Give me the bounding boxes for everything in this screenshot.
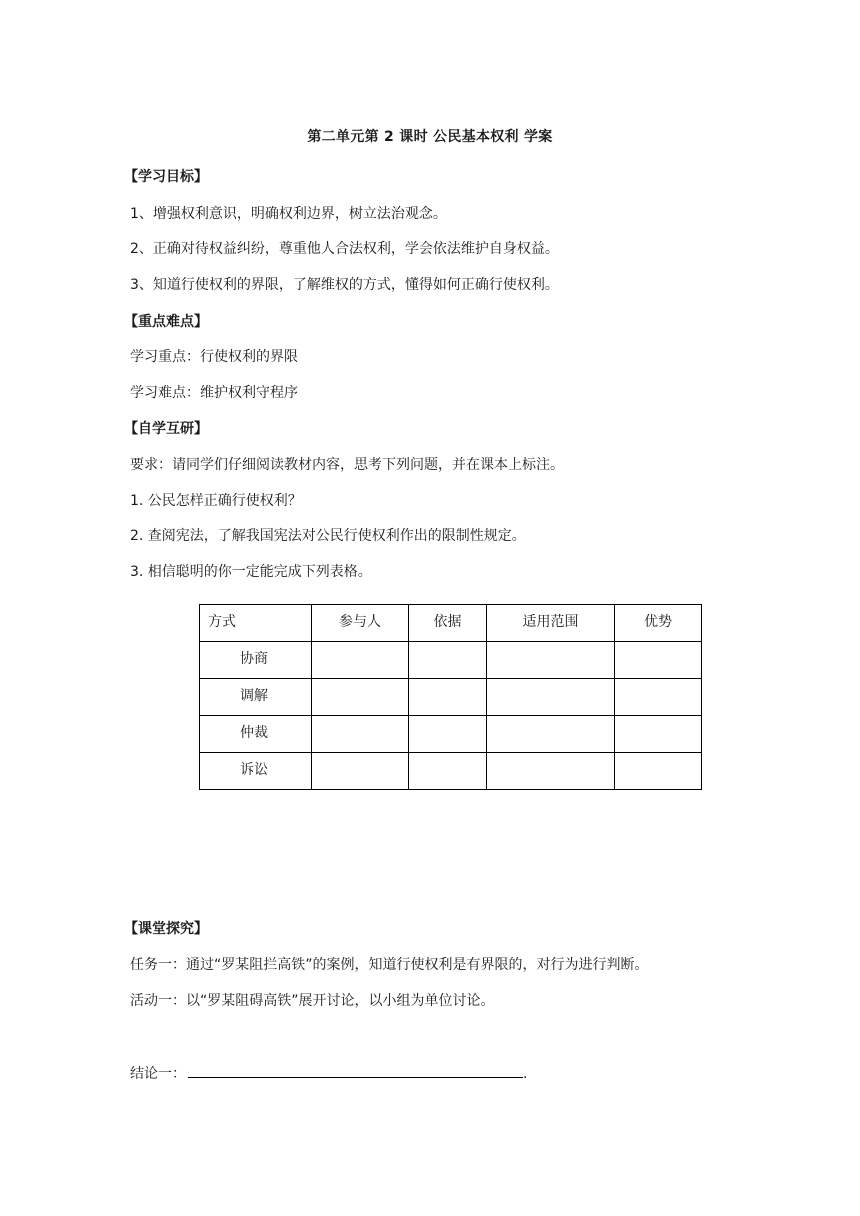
table-header-cell: 适用范围: [487, 605, 615, 642]
goals-heading: 【学习目标】: [124, 169, 208, 185]
table-cell[interactable]: [312, 679, 409, 716]
conclusion-1-end: .: [523, 1066, 528, 1082]
question-2: 2. 查阅宪法，了解我国宪法对公民行使权利作出的限制性规定。: [130, 528, 526, 544]
page-title: 第二单元第 2 课时 公民基本权利 学案: [307, 129, 553, 145]
table-header-cell: 依据: [409, 605, 487, 642]
conclusion-1-label: 结论一：: [130, 1066, 186, 1082]
table-cell[interactable]: [409, 679, 487, 716]
activity-1-text: 活动一：以“罗某阻碍高铁”展开讨论，以小组为单位讨论。: [130, 993, 495, 1009]
table-cell[interactable]: [312, 753, 409, 790]
table-cell[interactable]: [409, 716, 487, 753]
conclusion-1-line: [130, 1065, 527, 1083]
goal-item-1: 1、增强权利意识，明确权利边界，树立法治观念。: [130, 206, 447, 222]
table-row: [200, 716, 702, 753]
goal-item-2: 2、正确对待权益纠纷，尊重他人合法权利，学会依法维护自身权益。: [130, 241, 559, 257]
table-row-label: 诉讼: [200, 753, 312, 790]
requirement-text: 要求：请同学们仔细阅读教材内容，思考下列问题，并在课本上标注。: [130, 457, 564, 473]
table-header-cell: 优势: [615, 605, 702, 642]
table-row: [200, 679, 702, 716]
table-cell[interactable]: [312, 642, 409, 679]
conclusion-1-blank[interactable]: [188, 1065, 523, 1078]
keypoints-heading: 【重点难点】: [124, 314, 208, 330]
question-3: 3. 相信聪明的你一定能完成下列表格。: [130, 564, 372, 580]
table-row-label: 调解: [200, 679, 312, 716]
table-row: [200, 642, 702, 679]
table-cell[interactable]: [487, 642, 615, 679]
table-cell[interactable]: [409, 642, 487, 679]
table-cell[interactable]: [615, 642, 702, 679]
table-cell[interactable]: [312, 716, 409, 753]
goal-item-3: 3、知道行使权利的界限，了解维权的方式，懂得如何正确行使权利。: [130, 277, 559, 293]
table-cell[interactable]: [615, 716, 702, 753]
table-cell[interactable]: [487, 753, 615, 790]
table-cell[interactable]: [487, 679, 615, 716]
self-study-heading: 【自学互研】: [124, 421, 208, 437]
rights-protection-table: [199, 604, 702, 790]
difficulty-text: 学习难点：维护权利守程序: [130, 385, 298, 401]
table-cell[interactable]: [409, 753, 487, 790]
focus-text: 学习重点：行使权利的界限: [130, 349, 298, 365]
table-row-label: 协商: [200, 642, 312, 679]
table-row-label: 仲裁: [200, 716, 312, 753]
table-row: [200, 753, 702, 790]
task-1-text: 任务一：通过“罗某阻拦高铁”的案例，知道行使权利是有界限的，对行为进行判断。: [130, 957, 649, 973]
table-header-row: [200, 605, 702, 642]
table-header-cell: 方式: [200, 605, 312, 642]
table-cell[interactable]: [615, 679, 702, 716]
table-header-cell: 参与人: [312, 605, 409, 642]
question-1: 1. 公民怎样正确行使权利？: [130, 493, 302, 509]
table-cell[interactable]: [487, 716, 615, 753]
class-explore-heading: 【课堂探究】: [124, 921, 208, 937]
table-cell[interactable]: [615, 753, 702, 790]
